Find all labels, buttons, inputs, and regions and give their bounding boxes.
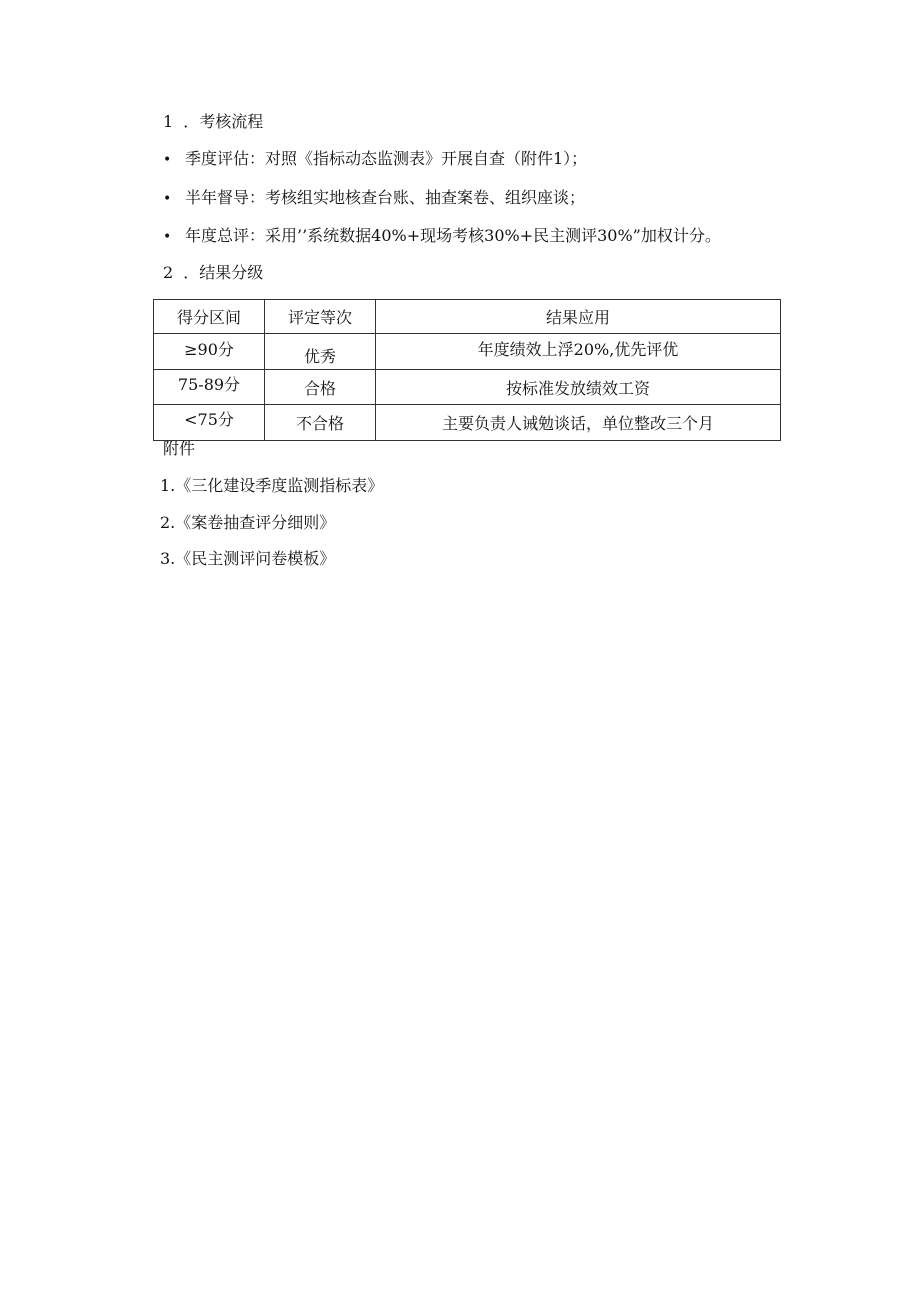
bullet-item [163, 147, 587, 172]
section-title: ．结果分级 [183, 263, 264, 282]
attachment-item: 1.《三化建设季度监测指标表》 [160, 476, 384, 495]
cell-rating: 不合格 [265, 405, 376, 441]
cell-rating: 优秀 [265, 334, 376, 370]
section-number: 2 [163, 263, 174, 282]
bullet-icon: • [163, 191, 172, 207]
bullet-item [163, 224, 721, 249]
bullet-text: 季度评估：对照《指标动态监测表》开展自查（附件1）； [185, 149, 588, 168]
cell-application: 主要负责人诫勉谈话，单位整改三个月 [376, 405, 781, 441]
section-heading-1 [163, 110, 263, 134]
cell-score-range: 75-89分 [154, 370, 265, 405]
cell-application: 按标准发放绩效工资 [376, 370, 781, 405]
table-row [154, 370, 781, 405]
bullet-icon: • [163, 229, 172, 245]
column-header-rating: 评定等次 [265, 300, 376, 334]
bullet-text: 年度总评：采用’’系统数据40%+现场考核30%+民主测评30%”加权计分。 [185, 226, 721, 245]
column-header-application: 结果应用 [376, 300, 781, 334]
table-row [154, 334, 781, 370]
attachment-item: 2.《案卷抽查评分细则》 [160, 513, 336, 532]
cell-application: 年度绩效上浮20%,优先评优 [376, 334, 781, 370]
bullet-text: 半年督导：考核组实地核查台账、抽查案卷、组织座谈； [185, 188, 586, 207]
attachments-title: 附件 [163, 439, 196, 458]
attachment-item: 3.《民主测评问卷模板》 [160, 549, 336, 568]
cell-rating: 合格 [265, 370, 376, 405]
table-row [154, 405, 781, 441]
cell-score-range: <75分 [154, 405, 265, 441]
section-heading-2 [163, 261, 263, 285]
cell-score-range: ≥90分 [154, 334, 265, 370]
bullet-icon: • [163, 152, 172, 168]
bullet-item [163, 186, 585, 211]
table-header-row [154, 300, 781, 334]
section-title: ．考核流程 [183, 112, 264, 131]
grading-table [153, 299, 781, 441]
section-number: 1 [163, 112, 174, 131]
column-header-score-range: 得分区间 [154, 300, 265, 334]
